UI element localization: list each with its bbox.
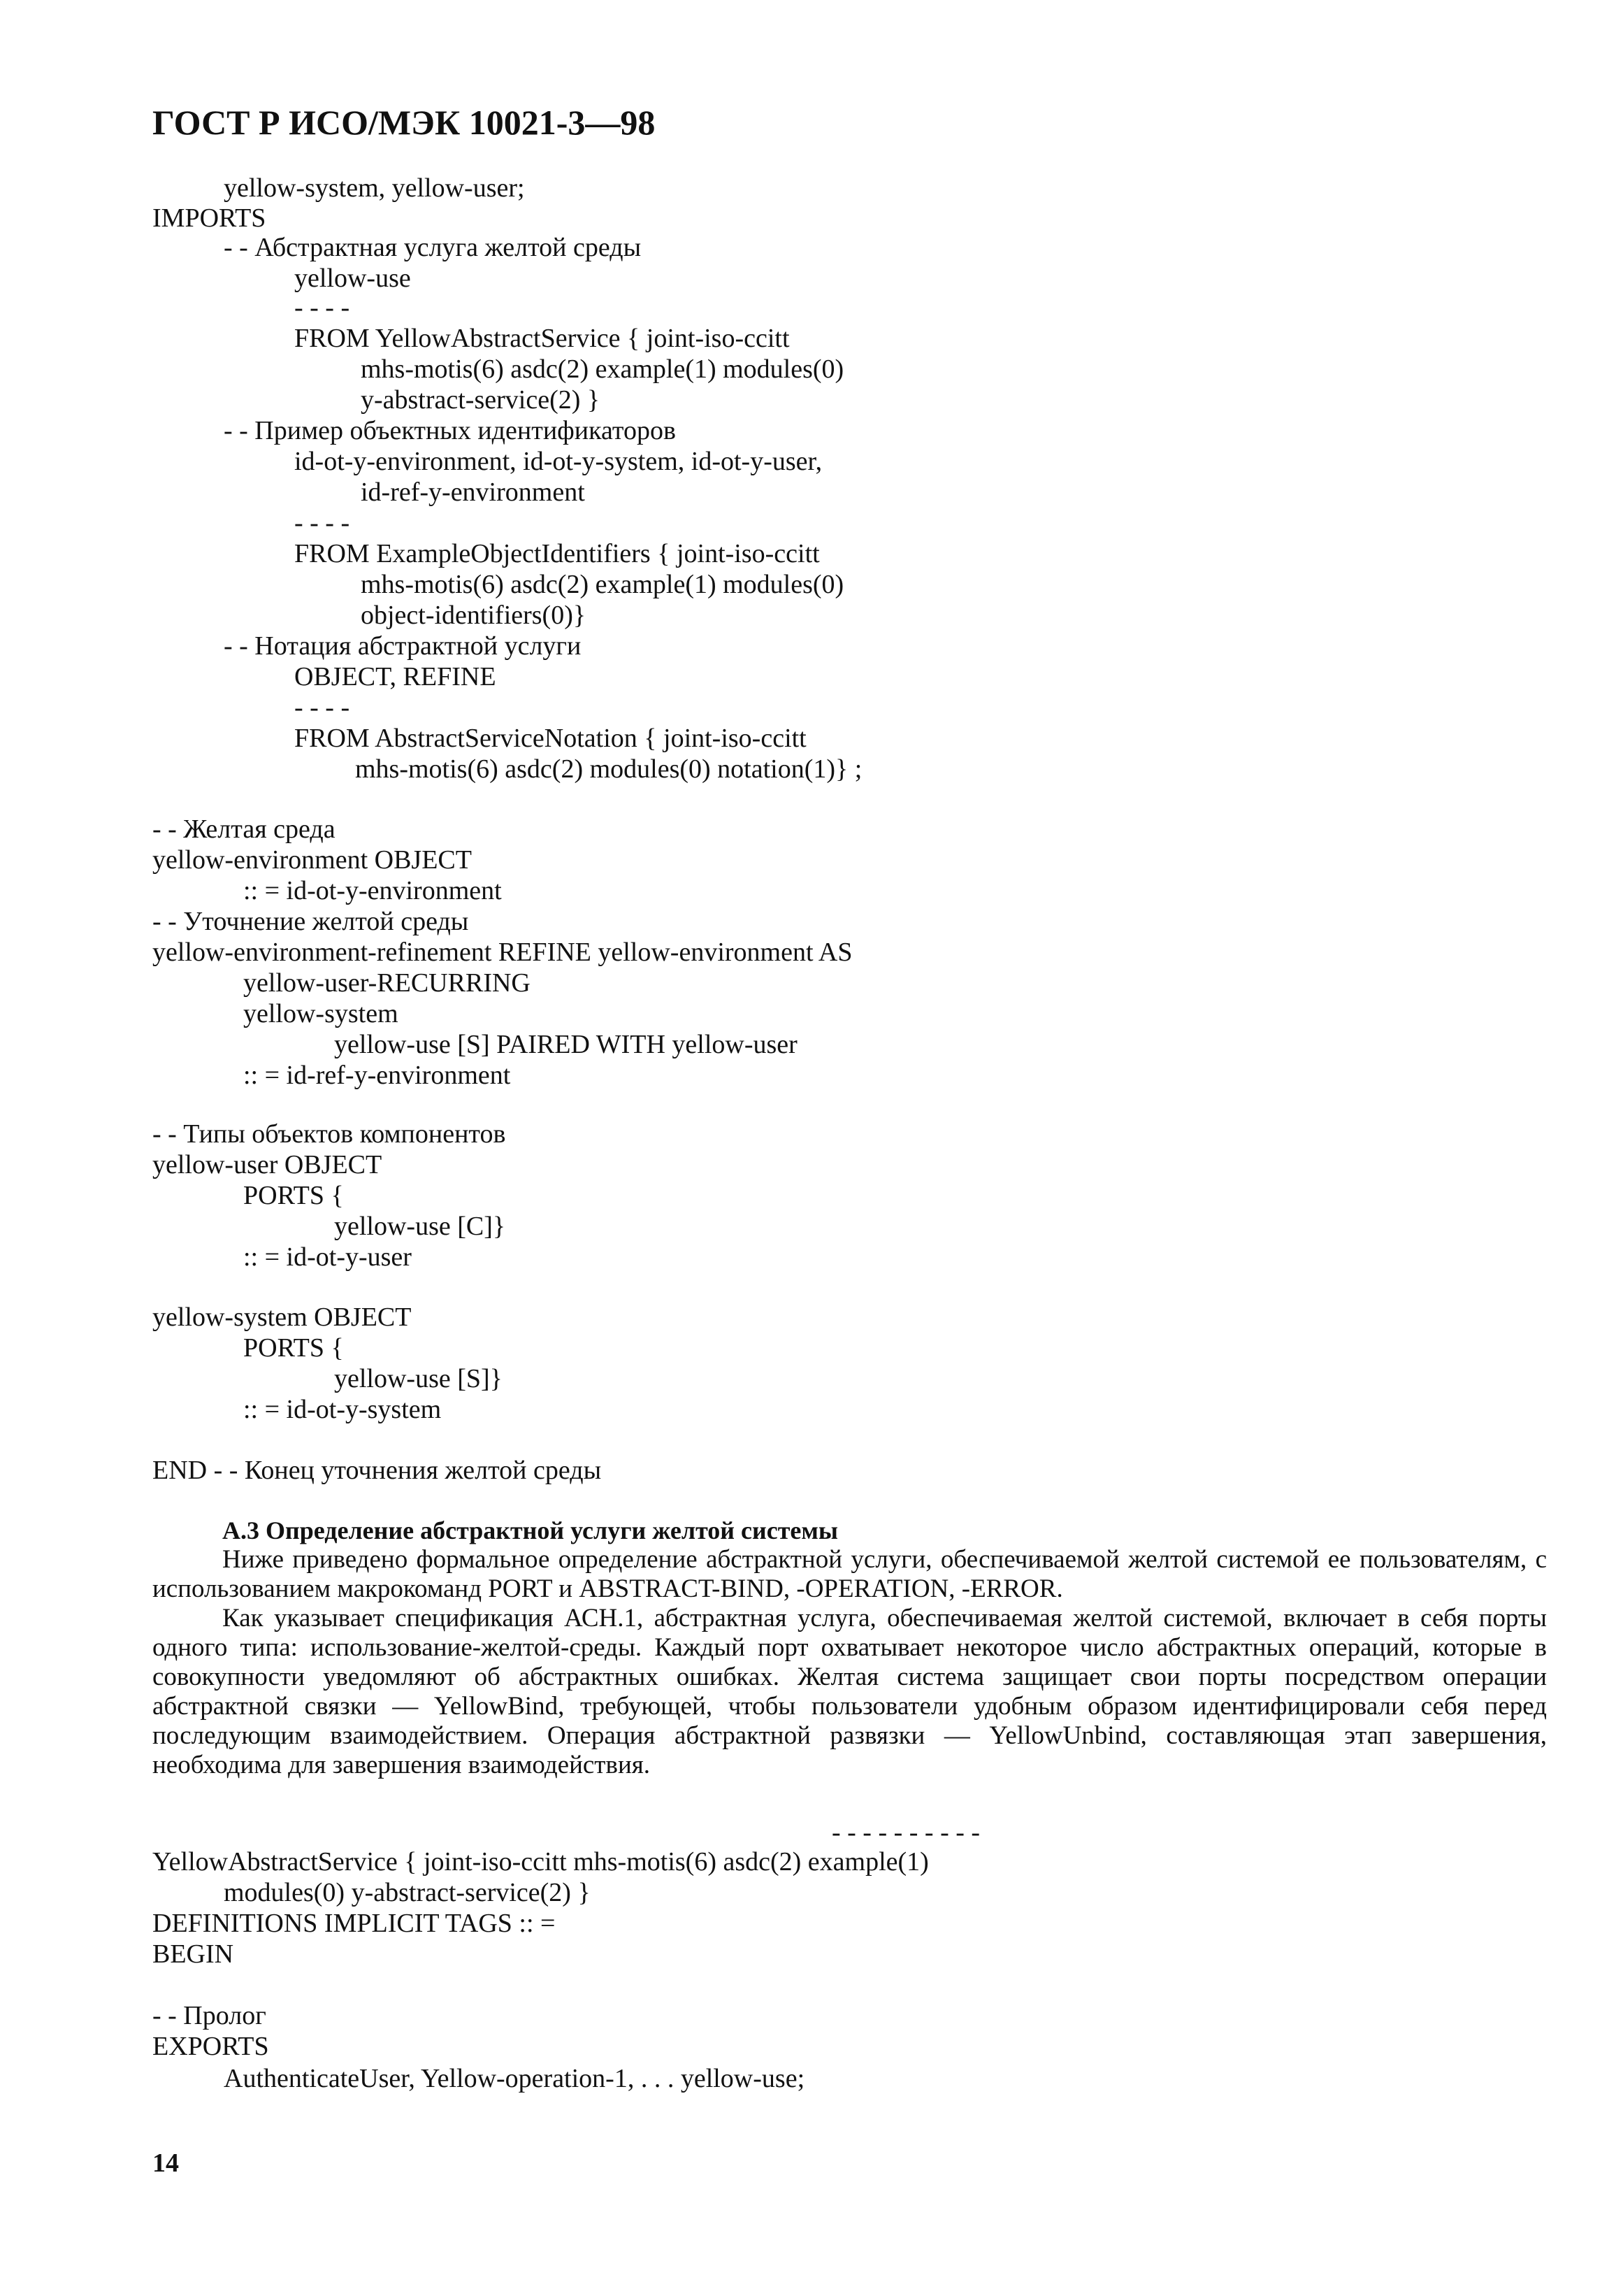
code-line: id-ot-y-environment, id-ot-y-system, id-ot-y-user, [294, 447, 823, 476]
code-line: :: = id-ot-y-user [243, 1242, 412, 1272]
code-line: :: = id-ot-y-system [243, 1395, 442, 1424]
code-line: yellow-user OBJECT [152, 1150, 382, 1179]
code-line: - - - - [294, 293, 350, 322]
code-line: DEFINITIONS IMPLICIT TAGS :: = [152, 1909, 556, 1938]
code-line: yellow-use [C]} [334, 1212, 506, 1241]
code-line: FROM ExampleObjectIdentifiers { joint-iso-ccitt [294, 539, 820, 568]
code-line: yellow-environment OBJECT [152, 845, 472, 875]
code-line: END - - Конец уточнения желтой среды [152, 1456, 602, 1485]
code-line: yellow-use [294, 264, 411, 293]
code-line: - - Уточнение желтой среды [152, 907, 469, 936]
code-line: yellow-system, yellow-user; [224, 173, 525, 203]
code-line: yellow-use [S] PAIRED WITH yellow-user [334, 1030, 798, 1059]
code-line: FROM YellowAbstractService { joint-iso-ccitt [294, 324, 790, 353]
paragraph: Ниже приведено формальное определение абстрактной услуги, обеспечиваемой желтой системой ее пользователям, с использованием макрокоманд PORT и ABSTRACT-BIND, -OPERATION, -ERROR. [152, 1545, 1547, 1603]
code-line: yellow-user-RECURRING [243, 968, 531, 998]
code-line: :: = id-ot-y-environment [243, 876, 502, 905]
section-heading: А.3 Определение абстрактной услуги желтой системы [222, 1516, 839, 1544]
code-line: - - - - [294, 508, 350, 538]
code-line: modules(0) y-abstract-service(2) } [224, 1878, 591, 1907]
document-header: ГОСТ Р ИСО/МЭК 10021-3—98 [152, 103, 656, 142]
code-line: - - Пролог [152, 2001, 266, 2030]
page-number: 14 [152, 2148, 179, 2178]
code-line: IMPORTS [152, 203, 266, 233]
code-line: OBJECT, REFINE [294, 662, 496, 691]
code-line: - - Пример объектных идентификаторов [224, 416, 676, 445]
code-line: - - Желтая среда [152, 815, 336, 844]
code-line: BEGIN [152, 1939, 234, 1969]
separator: - - - - - - - - - - [832, 1818, 981, 1847]
section-body [152, 1545, 1547, 1780]
code-line: mhs-motis(6) asdc(2) modules(0) notation(1)} ; [355, 754, 863, 784]
code-line: yellow-use [S]} [334, 1364, 503, 1393]
code-line: YellowAbstractService { joint-iso-ccitt mhs-motis(6) asdc(2) example(1) [152, 1847, 929, 1877]
code-line: yellow-environment-refinement REFINE yellow-environment AS [152, 938, 853, 967]
code-line: - - Абстрактная услуга желтой среды [224, 233, 642, 262]
code-line: PORTS { [243, 1181, 344, 1210]
code-line: PORTS { [243, 1333, 344, 1363]
code-line: AuthenticateUser, Yellow-operation-1, . . . yellow-use; [224, 2064, 805, 2093]
code-line: yellow-system [243, 999, 398, 1028]
code-line: id-ref-y-environment [361, 478, 585, 507]
code-line: mhs-motis(6) asdc(2) example(1) modules(0) [361, 570, 844, 599]
code-line: object-identifiers(0)} [361, 601, 586, 630]
code-line: :: = id-ref-y-environment [243, 1061, 511, 1090]
paragraph: Как указывает спецификация АСН.1, абстрактная услуга, обеспечиваемая желтой системой, включает в себя порты одного типа: использование-желтой-среды. Каждый порт охватывает некоторое число абстрактных операций, которые в совокупности уведомляют об абстрактных ошибках. Желтая система защищает свои порты посредством операции абстрактной связки — YellowBind, требующей, чтобы пользователи удобным образом идентифицировали себя перед последующим взаимодействием. Операция абстрактной развязки — YellowUnbind, составляющая этап завершения, необходима для завершения взаимодействия. [152, 1604, 1547, 1779]
code-line: - - - - [294, 693, 350, 722]
code-line: mhs-motis(6) asdc(2) example(1) modules(0) [361, 354, 844, 384]
code-line: y-abstract-service(2) } [361, 385, 600, 415]
code-line: - - Типы объектов компонентов [152, 1119, 506, 1149]
code-line: yellow-system OBJECT [152, 1303, 412, 1332]
code-line: EXPORTS [152, 2032, 269, 2061]
code-line: - - Нотация абстрактной услуги [224, 631, 582, 661]
code-line: FROM AbstractServiceNotation { joint-iso-ccitt [294, 724, 807, 753]
